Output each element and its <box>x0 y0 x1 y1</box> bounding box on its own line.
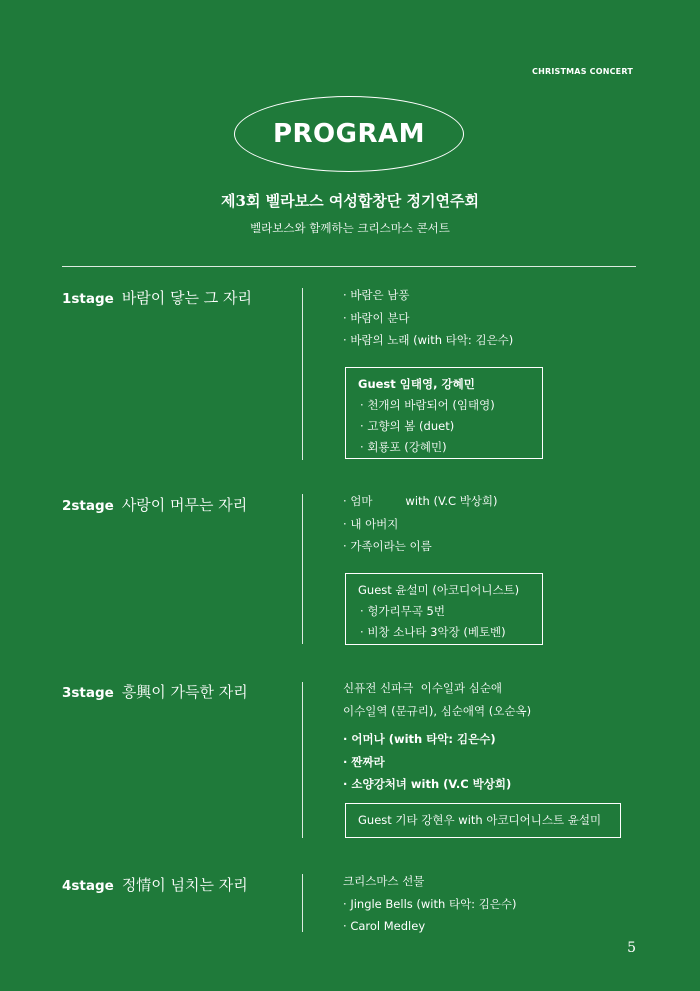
stage-1-guest-box <box>345 367 543 459</box>
stage-4-divider <box>302 874 303 932</box>
program-item: · 엄마 with (V.C 박상희) <box>343 490 498 513</box>
stage-2-title <box>62 494 247 515</box>
stage-name: 사랑이 머무는 자리 <box>121 496 248 514</box>
program-line: 이수일역 (문규리), 심순애역 (오순옥) <box>343 703 532 718</box>
stage-name: 바람이 닿는 그 자리 <box>121 289 253 307</box>
stage-2-items <box>343 490 498 558</box>
concert-title: 제3회 벨라보스 여성합창단 정기연주회 <box>221 192 479 210</box>
stage-2-divider <box>302 494 303 644</box>
stage-3-title <box>62 681 248 702</box>
stage-number: 3stage <box>62 685 114 701</box>
stage-number: 4stage <box>62 878 114 894</box>
program-item: · Jingle Bells (with 타악: 김은수) <box>343 893 517 916</box>
concert-subtitle: 벨라보스와 함께하는 크리스마스 콘서트 <box>250 221 450 235</box>
program-item: · 짠짜라 <box>343 751 511 774</box>
guest-item: · 헝가리무곡 5번 <box>358 601 530 622</box>
stage-name: 정情이 넘치는 자리 <box>121 876 248 894</box>
program-oval <box>234 96 464 172</box>
stage-1-items <box>343 284 513 352</box>
stage-4-title <box>62 874 248 895</box>
stage-1-title <box>62 287 252 308</box>
guest-item: · 비창 소나타 3악장 (베토벤) <box>358 622 530 643</box>
stage-number: 2stage <box>62 498 114 514</box>
program-item: · 바람이 분다 <box>343 307 513 330</box>
corner-label: CHRISTMAS CONCERT <box>532 67 633 76</box>
program-item: · 바람은 남풍 <box>343 284 513 307</box>
page-number: 5 <box>627 940 636 956</box>
guest-heading: Guest 윤설미 (아코디어니스트) <box>358 583 520 597</box>
stage-2-guest-box <box>345 573 543 645</box>
guest-item: · 고향의 봄 (duet) <box>358 416 530 437</box>
stage-3-divider <box>302 682 303 838</box>
program-item: · 바람의 노래 (with 타악: 김은수) <box>343 329 513 352</box>
guest-item: · 회룡포 (강혜민) <box>358 437 530 458</box>
stage-3-lines <box>343 677 531 722</box>
stage-name: 흥興이 가득한 자리 <box>121 683 248 701</box>
program-item: · 소양강처녀 with (V.C 박상희) <box>343 773 511 796</box>
program-item: · 내 아버지 <box>343 513 498 536</box>
program-heading: PROGRAM <box>272 119 426 149</box>
guest-item: · 천개의 바람되어 (임태영) <box>358 395 530 416</box>
program-item: · Carol Medley <box>343 915 517 938</box>
stage-3-guest-box <box>345 803 621 838</box>
stage-3-items <box>343 728 511 796</box>
program-line: 신퓨전 신파극 이수일과 심순애 <box>343 681 503 695</box>
guest-heading: Guest 기타 강현우 with 아코디어니스트 윤설미 <box>358 813 602 827</box>
stage-number: 1stage <box>62 291 114 307</box>
divider <box>62 266 636 267</box>
stage-1-divider <box>302 288 303 460</box>
guest-heading: Guest 임태영, 강혜민 <box>358 377 475 391</box>
program-item: · 어머나 (with 타악: 김은수) <box>343 728 511 751</box>
program-line: 크리스마스 선물 <box>343 874 425 888</box>
program-item: · 가족이라는 이름 <box>343 535 498 558</box>
stage-4-items <box>343 870 517 938</box>
